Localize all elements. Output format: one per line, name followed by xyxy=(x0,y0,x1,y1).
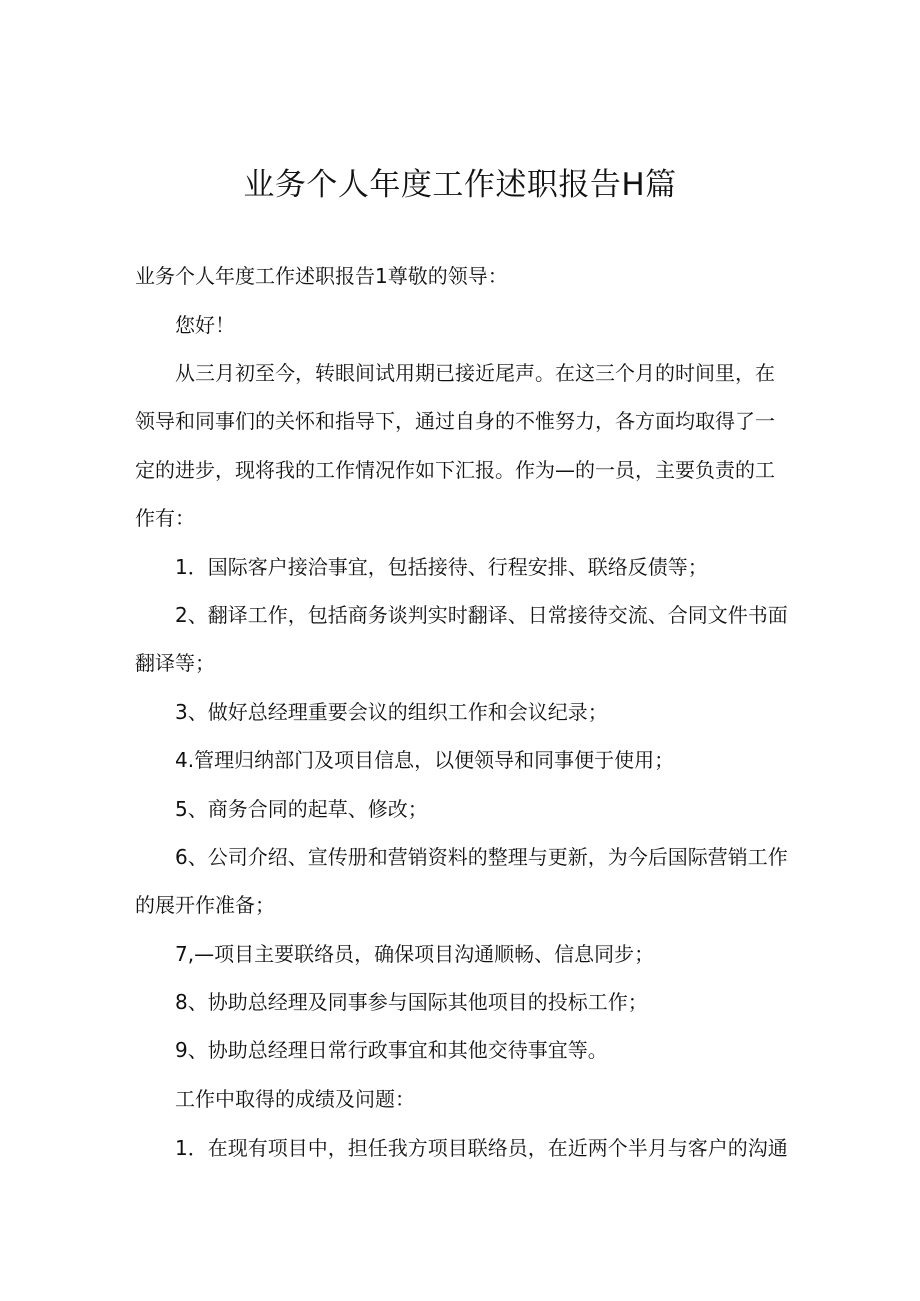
list-item-line: 8、协助总经理及同事参与国际其他项目的投标工作； xyxy=(175,990,648,1014)
section-heading-line: 工作中取得的成绩及问题： xyxy=(175,1087,415,1111)
list-item-line: 翻译等； xyxy=(135,651,215,675)
list-item-line: 7,—项目主要联络员，确保项目沟通顺畅、信息同步； xyxy=(175,942,655,966)
paragraph-line: 作有： xyxy=(135,506,195,530)
list-item-line: 1．国际客户接洽事宜，包括接待、行程安排、联络反债等； xyxy=(175,555,708,579)
document-title: 业务个人年度工作述职报告H篇 xyxy=(243,167,677,203)
greeting-line: 您好！ xyxy=(175,313,235,337)
list-item-line: 4.管理归纳部门及项目信息，以便领导和同事便于使用； xyxy=(175,748,675,772)
list-item-line: 9、协助总经理日常行政事宜和其他交待事宜等。 xyxy=(175,1038,608,1062)
paragraph-line: 从三月初至今，转眼间试用期已接近尾声。在这三个月的时间里，在 xyxy=(175,361,775,385)
list-item-line: 2、翻译工作，包括商务谈判实时翻译、日常接待交流、合同文件书面 xyxy=(175,603,788,627)
list-item-line: 5、商务合同的起草、修改； xyxy=(175,797,428,821)
list-item-line: 的展开作准备； xyxy=(135,893,275,917)
paragraph-line: 定的进步，现将我的工作情况作如下汇报。作为—的一员，主要负责的工 xyxy=(135,458,775,482)
list-item-line: 6、公司介绍、宣传册和营销资料的整理与更新，为今后国际营销工作 xyxy=(175,845,788,869)
list-item-line: 3、做好总经理重要会议的组织工作和会议纪录； xyxy=(175,700,608,724)
paragraph-line: 领导和同事们的关怀和指导下，通过自身的不惟努力，各方面均取得了一 xyxy=(135,409,775,433)
report-heading-line: 业务个人年度工作述职报告1尊敬的领导： xyxy=(135,264,508,288)
paragraph-line: 1．在现有项目中，担任我方项目联络员，在近两个半月与客户的沟通 xyxy=(175,1136,788,1160)
